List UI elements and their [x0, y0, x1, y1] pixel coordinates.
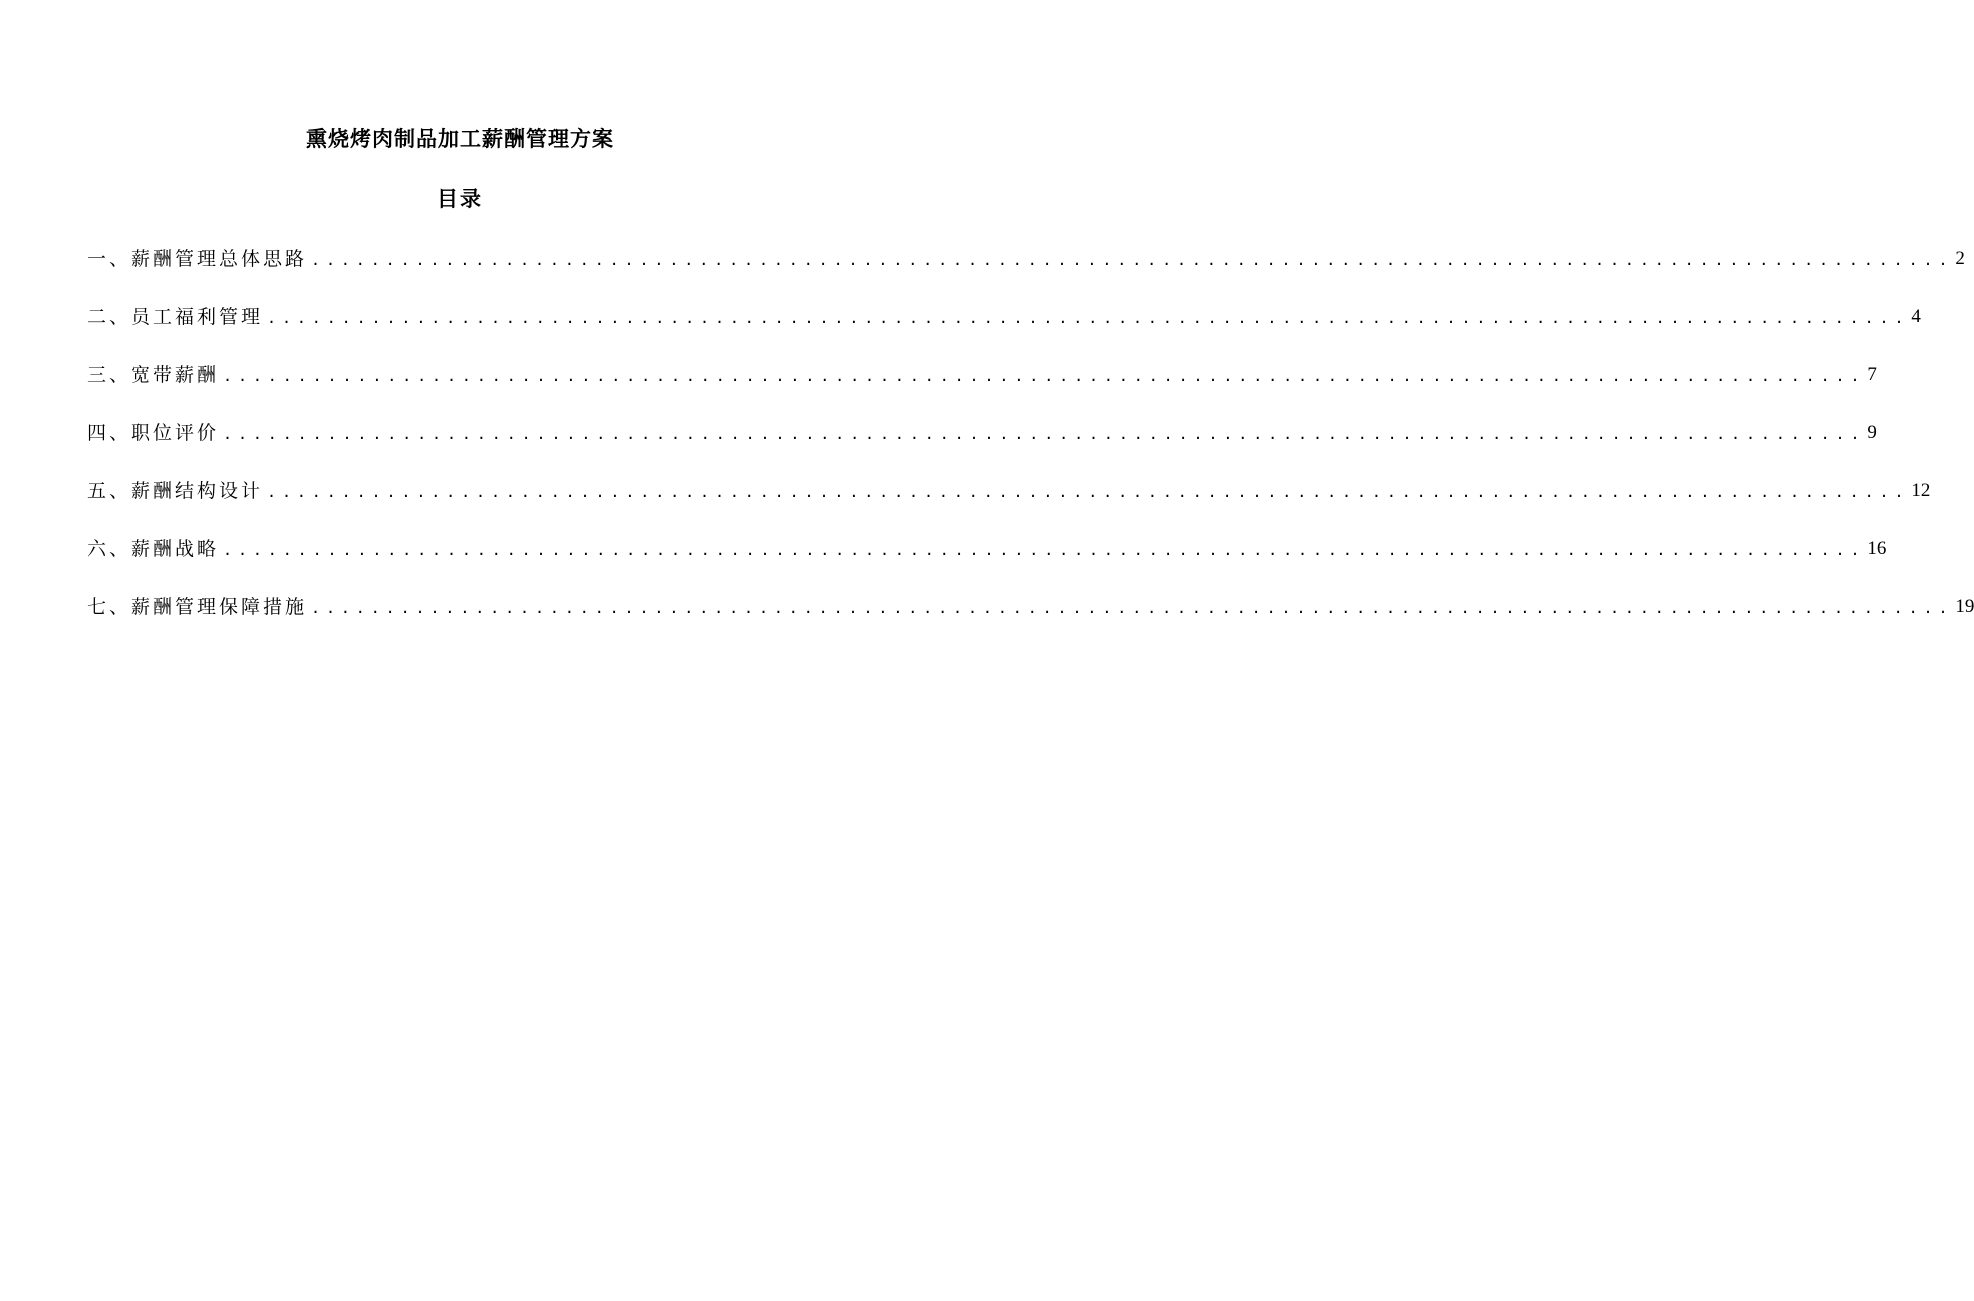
toc-leader-dots: .............................................................................................................. [267, 309, 1910, 327]
toc-entry[interactable] [87, 418, 1877, 476]
toc-entry-label: 七、薪酬管理保障措施 [87, 596, 308, 618]
toc-leader-dots: .............................................................................................................. [223, 425, 1866, 443]
toc-entry[interactable] [87, 244, 1965, 302]
toc-leader-dots: .............................................................................................................. [311, 599, 1954, 617]
toc-entry[interactable] [87, 534, 1887, 592]
toc-entry-page: 12 [1911, 480, 1931, 501]
toc-entry-label: 一、薪酬管理总体思路 [87, 248, 308, 270]
toc-leader-dots: .............................................................................................................. [223, 367, 1866, 385]
toc-entry[interactable] [87, 302, 1921, 360]
toc-leader-dots: .............................................................................................................. [223, 541, 1866, 559]
toc-entry-label: 六、薪酬战略 [87, 538, 220, 560]
toc-entry-label: 二、员工福利管理 [87, 306, 264, 328]
toc-entry-page: 4 [1911, 306, 1921, 327]
toc-entry-label: 五、薪酬结构设计 [87, 480, 264, 502]
toc-entry[interactable] [87, 360, 1877, 418]
toc-entry-page: 7 [1867, 364, 1877, 385]
document-title: 熏烧烤肉制品加工薪酬管理方案 [306, 127, 614, 151]
toc-entry[interactable] [87, 592, 1974, 650]
toc-leader-dots: .............................................................................................................. [311, 251, 1954, 269]
toc-entry[interactable] [87, 476, 1931, 534]
toc-heading: 目录 [437, 187, 483, 211]
toc-entry-label: 四、职位评价 [87, 422, 220, 444]
toc-leader-dots: .............................................................................................................. [267, 483, 1910, 501]
toc-entry-page: 19 [1955, 596, 1974, 617]
toc-entry-page: 16 [1867, 538, 1887, 559]
toc-entry-page: 2 [1955, 248, 1965, 269]
table-of-contents [87, 244, 1974, 650]
toc-entry-label: 三、宽带薪酬 [87, 364, 220, 386]
toc-entry-page: 9 [1867, 422, 1877, 443]
